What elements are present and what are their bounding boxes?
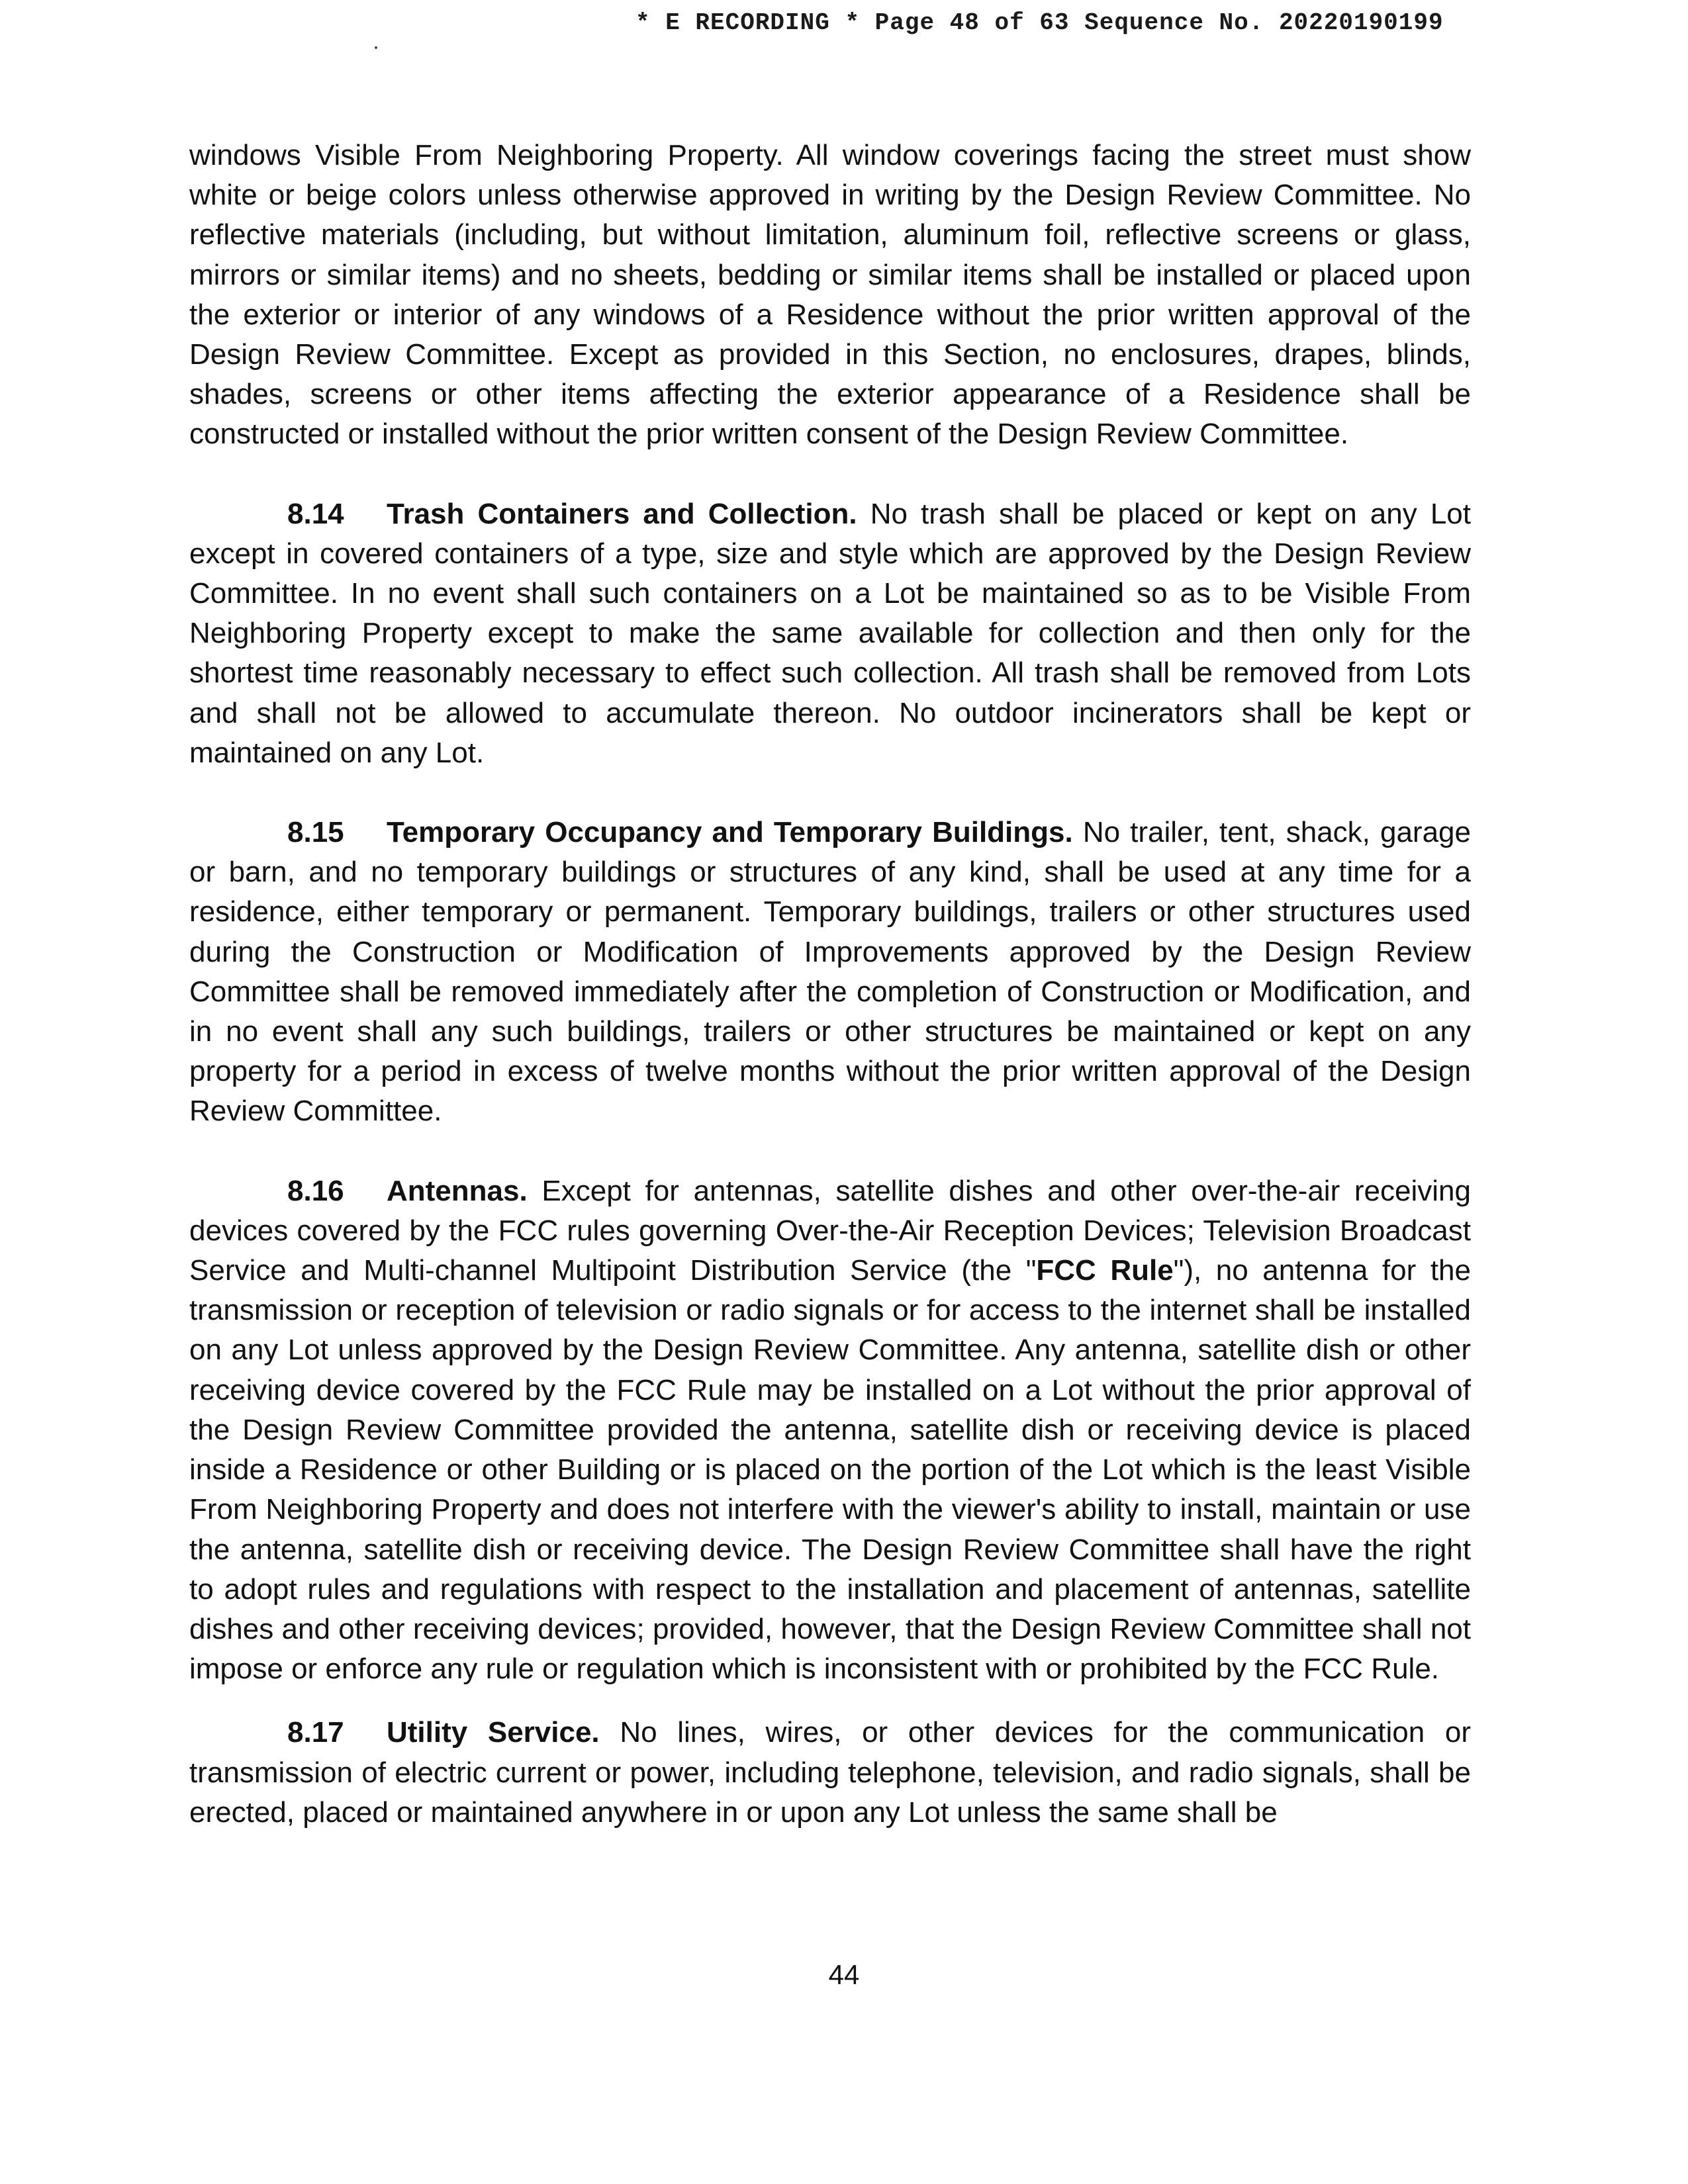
section-title: Utility Service. [387,1716,600,1749]
section-number: 8.16 [287,1174,344,1207]
section-title: Trash Containers and Collection. [387,497,857,530]
defined-term: FCC Rule [1036,1254,1174,1287]
section-8-17 [189,1713,1471,1833]
continuation-paragraph: windows Visible From Neighboring Property. All window coverings facing the street must show white or beige colors unless otherwise approved in writing by the Design Review Committee. No reflective materials (including, but without limitation, aluminum foil, reflective screens or glass, mirrors or similar items) and no sheets, bedding or similar items shall be installed or placed upon the exterior or interior of any windows of a Residence without the prior written approval of the Design Review Committee. Except as provided in this Section, no enclosures, drapes, blinds, shades, screens or other items affecting the exterior appearance of a Residence shall be constructed or installed without the prior written consent of the Design Review Committee. [189,139,1471,451]
section-text-part-2: "), no antenna for the transmission or reception of television or radio signals or for access to the internet shall be installed on any Lot unless approved by the Design Review Committee. Any antenna, satellite dish or other receiving device covered by the FCC Rule may be installed on a Lot without the prior approval of the Design Review Committee provided the antenna, satellite dish or receiving device is placed inside a Residence or other Building or is placed on the portion of the Lot which is the least Visible From Neighboring Property and does not interfere with the viewer's ability to install, maintain or use the antenna, satellite dish or receiving device. The Design Review Committee shall have the right to adopt rules and regulations with respect to the installation and placement of antennas, satellite dishes and other receiving devices; provided, however, that the Design Review Committee shall not impose or enforce any rule or regulation which is inconsistent with or prohibited by the FCC Rule. [189,1254,1472,1686]
section-text: No trash shall be placed or kept on any Lot except in covered containers of a type, size and style which are approved by the Design Review Committee. In no event shall such containers on a Lot be maintained so as to be Visible From Neighboring Property except to make the same available for collection and then only for the shortest time reasonably necessary to effect such collection. All trash shall be removed from Lots and shall not be allowed to accumulate thereon. No outdoor incinerators shall be kept or maintained on any Lot. [189,497,1471,769]
section-8-15 [189,813,1471,1132]
document-body [189,136,1471,1872]
page-number: 44 [828,1959,860,1990]
section-text-part-1: Except for antennas, satellite dishes and other over-the-air receiving devices covered by the FCC rules governing Over-the-Air Reception Devices; Television Broadcast Service and Multi-channel Multipoint Distribution Service (the " [189,1174,1471,1287]
scan-speck [375,46,377,49]
section-number: 8.15 [287,816,344,849]
section-text: No trailer, tent, shack, garage or barn, and no temporary buildings or structures of any kind, shall be used at any time for a residence, either temporary or permanent. Temporary buildings, trailers or other structures used during the Construction or Modification of Improvements approved by the Design Review Committee shall be removed immediately after the completion of Construction or Modification, and in no event shall any such buildings, trailers or other structures be maintained or kept on any property for a period in excess of twelve months without the prior written approval of the Design Review Committee. [189,816,1471,1128]
section-title: Antennas. [387,1174,528,1207]
section-number: 8.17 [287,1716,344,1749]
section-number: 8.14 [287,497,344,530]
recording-header: * E RECORDING * Page 48 of 63 Sequence No. 20220190199 [635,9,1444,36]
section-title: Temporary Occupancy and Temporary Buildings. [387,816,1073,849]
section-8-16 [189,1171,1471,1690]
section-text: No lines, wires, or other devices for the communication or transmission of electric current or power, including telephone, television, and radio signals, shall be erected, placed or maintained anywhere in or upon any Lot unless the same shall be [189,1716,1471,1829]
section-8-14 [189,494,1471,773]
